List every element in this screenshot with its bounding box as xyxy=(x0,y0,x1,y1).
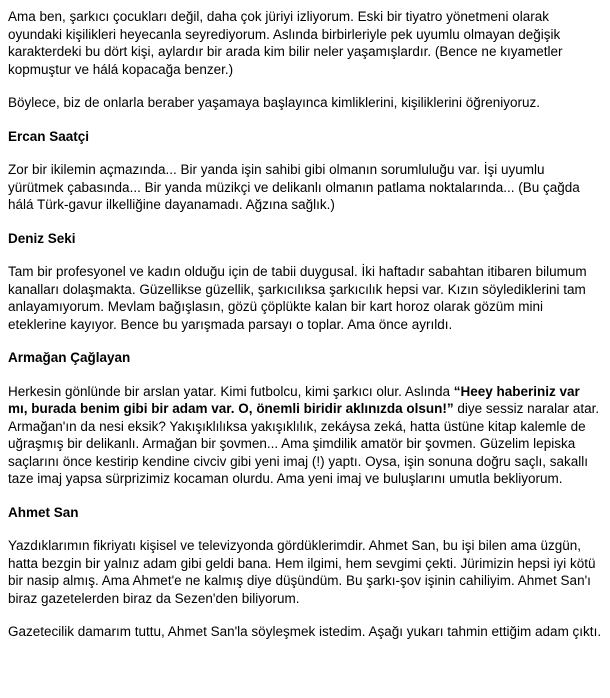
section-paragraph-ercan-saatci: Zor bir ikilemin açmazında... Bir yanda işin sahibi gibi olmanın sorumluluğu var. İşi uyumlu yürütmek çabasında... Bir yanda müzikçi ve delikanlı olmanın patlama noktalarında... (Bu çağda hálá Türk-gavur ilkelliğine dayanamadı. Ağzına sağlık.) xyxy=(8,162,580,212)
section-heading-ercan-saatci: Ercan Saatçi xyxy=(8,128,90,144)
section-paragraph-deniz-seki: Tam bir profesyonel ve kadın olduğu için de tabii duygusal. İki haftadır sabahtan itibaren bilumum kanalları dolaşmakta. Güzellikse güzellik, şarkıcılıksa şarkıcılık hepsi var. Kızın söylediklerini tam anlayamıyorum. Mevlam bağışlasın, gözü çöplükte kalan bir kart horoz olarak gözüm mini eteklerine kayıyor. Bence bu yarışmada parsayı o toplar. Ama önce ayrıldı. xyxy=(8,264,587,332)
paragraph-lead-text: Herkesin gönlünde bir arslan yatar. Kimi futbolcu, kimi şarkıcı olur. Aslında xyxy=(8,383,454,399)
section-heading-armagan-caglayan: Armağan Çağlayan xyxy=(8,350,131,365)
section-paragraph-armagan-caglayan xyxy=(8,383,602,488)
section-heading-deniz-seki: Deniz Seki xyxy=(8,230,76,246)
intro-paragraph-1: Ama ben, şarkıcı çocukları değil, daha çok jüriyi izliyorum. Eski bir tiyatro yönetmeni olarak oyundaki kişilikleri heyecanla seyrediyorum. Aslında birbirleriyle pek uyumlu olmayan değişik karakterdeki bu dört kişi, aylardır bir arada kim bilir neler yaşamışlardır. (Bence ne kıyametler kopmuştur ve hálá kopacağa benzer.) xyxy=(8,9,563,77)
section-paragraph-ahmet-san-1: Yazdıklarımın fikriyatı kişisel ve televizyonda gördüklerimdir. Ahmet San, bu işi bilen ama üzgün, hatta bezgin bir yalnız adam gibi geldi bana. Hem ilgimi, hem sevgimi çekti. Jürimizin hepsi iyi kötü bir nasip almış. Ama Ahmet'e ne kalmış diye düşündüm. Bu şarkı-şov işinin cahiliyim. Ahmet San'ı biraz gazetelerden biraz da Sezen'den biliyorum. xyxy=(8,538,596,606)
intro-paragraph-2: Böylece, biz de onlarla beraber yaşamaya başlayınca kimliklerini, kişiliklerini öğreniyoruz. xyxy=(8,95,540,110)
inline-bold-quote: “Heey haberiniz var mı, burada benim gibi bir adam var. O, önemli biridir aklınızda olsun!” xyxy=(8,383,580,416)
section-heading-ahmet-san: Ahmet San xyxy=(8,504,79,520)
section-paragraph-ahmet-san-2: Gazetecilik damarım tuttu, Ahmet San'la söyleşmek istedim. Aşağı yukarı tahmin ettiğim adam çıktı. xyxy=(8,624,602,639)
paragraph-tail-text: diye sessiz naralar atar. Armağan'ın da nesi eksik? Yakışıklılıksa yakışıklılık, zekáysa zeká, hatta üstüne kitap kalemle de uğraşmış bir delikanlı. Armağan bir şovmen... Ama şimdilik amatör bir şovmen. Güzelim lepiska saçlarını önce kestirip kendine civciv gibi yeni imaj (!) yaptı. Oysa, işin sonuna doğru saçlı, sakallı taze imaj yapsa sürprizimiz kocaman olurdu. Ama yeni imaj ve buluşlarını umutla bekliyorum. xyxy=(8,401,600,486)
